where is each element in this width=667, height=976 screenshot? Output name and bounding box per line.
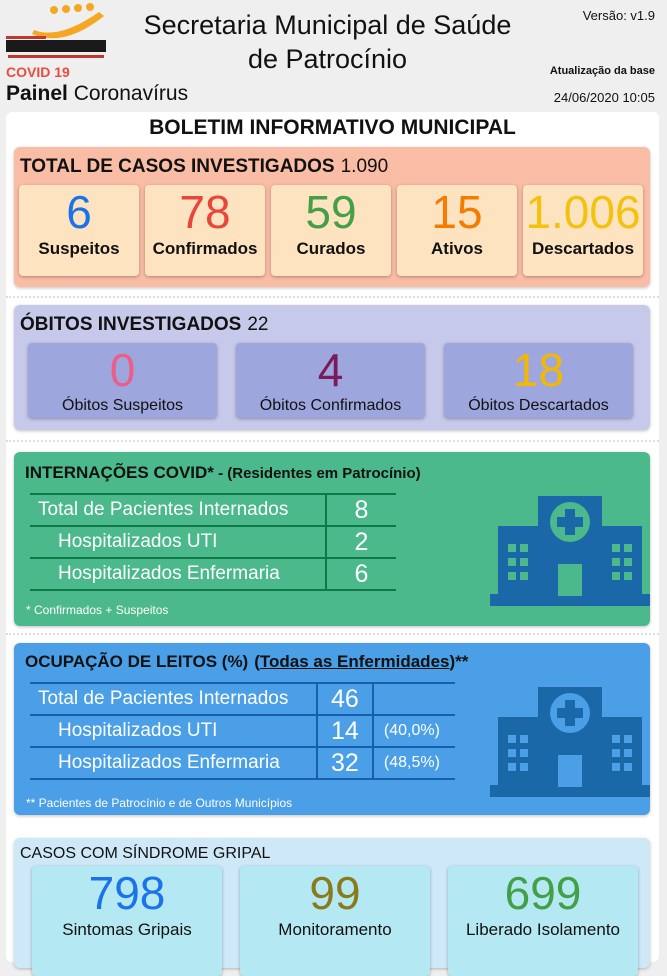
tile-label: Óbitos Descartados — [468, 397, 609, 414]
covid-label: COVID 19 — [6, 64, 70, 80]
tile-label: Sintomas Gripais — [62, 920, 192, 939]
tile-value: 99 — [309, 867, 361, 919]
deaths-section — [14, 305, 650, 430]
tile-label: Suspeitos — [38, 239, 120, 258]
cases-total: 1.090 — [340, 156, 389, 177]
update-label: Atualização da base — [549, 65, 655, 77]
deaths-header — [20, 314, 269, 336]
hosp-header — [25, 463, 421, 483]
row-value: 14 — [317, 715, 373, 747]
table-row — [30, 683, 455, 715]
tile-value: 78 — [179, 186, 231, 238]
tile-value: 0 — [109, 344, 136, 396]
beds-section — [14, 643, 650, 815]
bulletin-title: BOLETIM INFORMATIVO MUNICIPAL — [149, 116, 516, 139]
cases-tile — [397, 185, 517, 276]
tile-value: 18 — [512, 344, 565, 396]
tile-value: 59 — [305, 186, 357, 238]
tile-label: Ativos — [431, 239, 483, 258]
table-row — [30, 715, 455, 747]
row-value: 6 — [326, 558, 396, 590]
divider — [6, 296, 659, 298]
divider — [6, 633, 659, 635]
cases-label: TOTAL DE CASOS INVESTIGADOS — [20, 156, 335, 177]
hospital-icon — [490, 496, 650, 608]
cases-section — [14, 147, 650, 287]
tile-label: Confirmados — [152, 239, 258, 258]
tile-value: 699 — [504, 867, 582, 919]
row-label: Total de Pacientes Internados — [38, 688, 289, 709]
row-label: Hospitalizados Enfermaria — [58, 563, 280, 584]
flu-tile — [240, 866, 430, 976]
table-row — [30, 747, 455, 779]
flu-tile — [32, 866, 222, 976]
hosp-table — [30, 493, 396, 591]
patrocinio-logo — [4, 2, 114, 62]
beds-header — [25, 652, 468, 672]
beds-table — [30, 682, 455, 780]
row-value: 32 — [317, 747, 373, 779]
row-percent: (40,0%) — [373, 715, 455, 747]
flu-tile — [448, 866, 638, 976]
tile-value: 15 — [431, 186, 483, 238]
row-value: 8 — [326, 494, 396, 526]
tile-label: Óbitos Suspeitos — [62, 397, 183, 414]
tile-label: Descartados — [531, 239, 635, 258]
table-row — [30, 558, 396, 590]
divider — [6, 440, 659, 442]
tile-value: 6 — [66, 186, 92, 238]
tile-label: Monitoramento — [278, 920, 392, 939]
tile-label: Óbitos Confirmados — [259, 397, 402, 414]
tile-label: Curados — [296, 239, 366, 258]
painel-title — [6, 82, 188, 106]
row-percent — [373, 683, 455, 715]
cases-tile — [19, 185, 139, 276]
row-value: 2 — [326, 526, 396, 558]
row-label: Hospitalizados UTI — [58, 531, 218, 552]
deaths-tile — [236, 343, 425, 418]
deaths-tile — [28, 343, 217, 418]
beds-suffix: ** — [455, 652, 469, 671]
hospitalizations-section — [14, 452, 650, 626]
paren-open: ( — [254, 652, 260, 671]
tile-value: 4 — [317, 344, 344, 396]
row-percent: (48,5%) — [373, 747, 455, 779]
todas-enfermidades-link[interactable]: Todas as Enfermidades — [259, 652, 450, 671]
beds-title: OCUPAÇÃO DE LEITOS (%) — [25, 652, 249, 671]
cases-header — [20, 156, 388, 178]
row-label: Hospitalizados Enfermaria — [58, 752, 280, 773]
tile-label: Liberado Isolamento — [465, 920, 621, 939]
painel-rest: Coronavírus — [73, 82, 189, 105]
paren-close: ) — [449, 652, 456, 671]
hosp-subtitle: - (Residentes em Patrocínio) — [213, 465, 421, 482]
page-title: Secretaria Municipal de Saúde de Patrocínio — [143, 10, 512, 74]
row-label: Total de Pacientes Internados — [38, 499, 289, 520]
row-label: Hospitalizados UTI — [58, 720, 218, 741]
cases-tile — [271, 185, 391, 276]
beds-footnote: ** Pacientes de Patrocínio e de Outros Municípios — [26, 796, 293, 810]
painel-bold: Painel — [6, 82, 68, 105]
deaths-total: 22 — [247, 314, 269, 335]
deaths-label: ÓBITOS INVESTIGADOS — [20, 314, 242, 335]
flu-section — [14, 838, 650, 968]
cases-tile — [145, 185, 265, 276]
deaths-tile — [444, 343, 633, 418]
version: Versão: v1.9 — [582, 8, 655, 23]
update-date: 24/06/2020 10:05 — [553, 90, 655, 105]
hospital-icon — [490, 687, 650, 799]
table-row — [30, 526, 396, 558]
hosp-title: INTERNAÇÕES COVID* — [25, 463, 214, 482]
row-value: 46 — [317, 683, 373, 715]
flu-header: CASOS COM SÍNDROME GRIPAL — [20, 845, 271, 862]
cases-tile — [523, 185, 643, 276]
tile-value: 1.006 — [525, 186, 641, 238]
hosp-footnote: * Confirmados + Suspeitos — [26, 603, 169, 617]
tile-value: 798 — [88, 867, 166, 919]
table-row — [30, 494, 396, 526]
